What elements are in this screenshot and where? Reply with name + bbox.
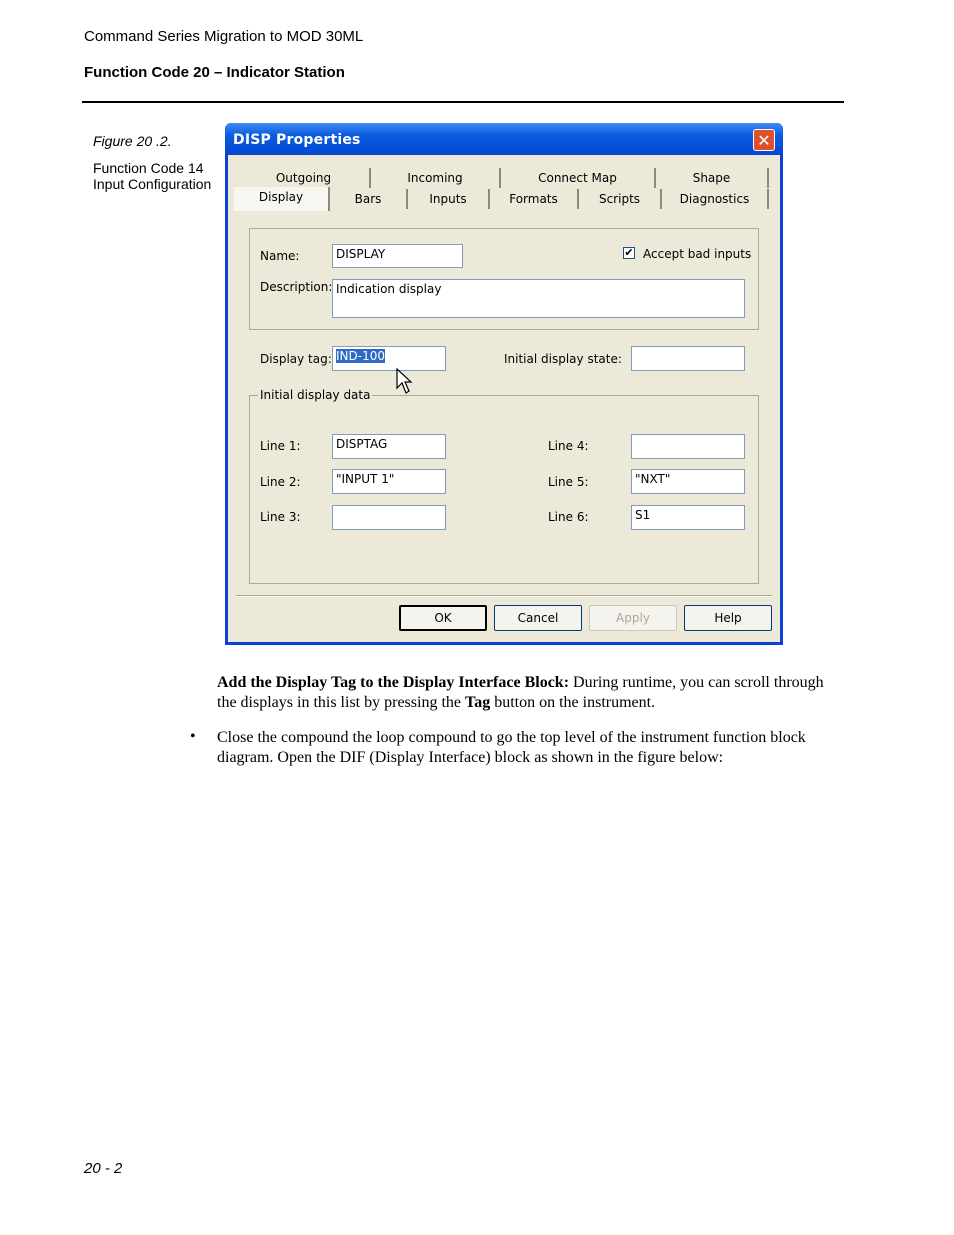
tab-scripts[interactable]: Scripts — [579, 189, 662, 209]
description-label: Description: — [260, 280, 333, 294]
dialog-titlebar[interactable] — [225, 123, 783, 155]
paragraph-heading: Add the Display Tag to the Display Interface Block: — [217, 674, 570, 691]
bullet-icon: • — [190, 728, 196, 745]
accept-bad-inputs-checkbox[interactable]: ✔ — [624, 247, 634, 259]
ok-button[interactable]: OK — [399, 605, 487, 631]
initial-display-data-label: Initial display data — [260, 388, 371, 402]
line-3-label: Line 3: — [260, 510, 301, 524]
line-5-field[interactable]: "NXT" — [631, 469, 745, 494]
line-1-label: Line 1: — [260, 439, 301, 453]
disp-properties-dialog — [225, 123, 783, 645]
figure-caption: Function Code 14 Input Configuration — [93, 160, 212, 192]
name-field[interactable]: DISPLAY — [332, 244, 463, 268]
line-4-label: Line 4: — [548, 439, 589, 453]
close-button[interactable] — [753, 129, 775, 151]
cancel-button[interactable]: Cancel — [494, 605, 582, 631]
button-separator — [236, 595, 772, 597]
dialog-client-area — [228, 155, 780, 642]
paragraph-text-1: During runtime, you can scroll through the displays in this list by pressing the — [217, 674, 824, 711]
page-number: 20 - 2 — [84, 1160, 123, 1177]
document-title: Command Series Migration to MOD 30ML — [84, 28, 364, 45]
display-tag-label: Display tag: — [260, 352, 332, 366]
dialog-title: DISP Properties — [233, 132, 361, 148]
accept-bad-inputs-label: Accept bad inputs — [643, 247, 752, 261]
tab-inputs[interactable]: Inputs — [408, 189, 490, 209]
help-button[interactable]: Help — [684, 605, 772, 631]
line-1-field[interactable]: DISPTAG — [332, 434, 446, 459]
bullet-text: Close the compound the loop compound to go the top level of the instrument function block diagram. Open the DIF (Display Interface) block as shown in the figure below: — [217, 729, 806, 766]
figure-label: Figure 20 .2. — [93, 133, 172, 149]
name-label: Name: — [260, 249, 300, 263]
tab-connect-map[interactable]: Connect Map — [501, 168, 656, 188]
line-2-label: Line 2: — [260, 475, 301, 489]
tab-display[interactable]: Display — [234, 187, 330, 211]
line-6-field[interactable]: S1 — [631, 505, 745, 530]
mouse-cursor-icon — [396, 368, 414, 396]
display-tag-field[interactable] — [332, 346, 446, 371]
display-tag-value: IND-100 — [336, 349, 385, 363]
line-2-field[interactable]: "INPUT 1" — [332, 469, 446, 494]
line-3-field[interactable] — [332, 505, 446, 530]
tab-formats[interactable]: Formats — [490, 189, 579, 209]
apply-button[interactable]: Apply — [589, 605, 677, 631]
header-rule — [82, 101, 844, 103]
tab-shape[interactable]: Shape — [656, 168, 769, 188]
tab-bars[interactable]: Bars — [330, 189, 408, 209]
paragraph-text-2: button on the instrument. — [490, 694, 656, 711]
line-6-label: Line 6: — [548, 510, 589, 524]
tab-outgoing[interactable]: Outgoing — [238, 168, 371, 188]
description-field[interactable]: Indication display — [332, 279, 745, 318]
section-title: Function Code 20 – Indicator Station — [84, 64, 345, 81]
initial-display-state-field[interactable] — [631, 346, 745, 371]
initial-display-state-label: Initial display state: — [504, 352, 622, 366]
line-5-label: Line 5: — [548, 475, 589, 489]
paragraph-tag-word: Tag — [465, 694, 491, 711]
tab-incoming[interactable]: Incoming — [371, 168, 501, 188]
instruction-paragraph — [217, 673, 827, 713]
tab-diagnostics[interactable]: Diagnostics — [662, 189, 769, 209]
line-4-field[interactable] — [631, 434, 745, 459]
close-icon: ✕ — [757, 131, 771, 150]
